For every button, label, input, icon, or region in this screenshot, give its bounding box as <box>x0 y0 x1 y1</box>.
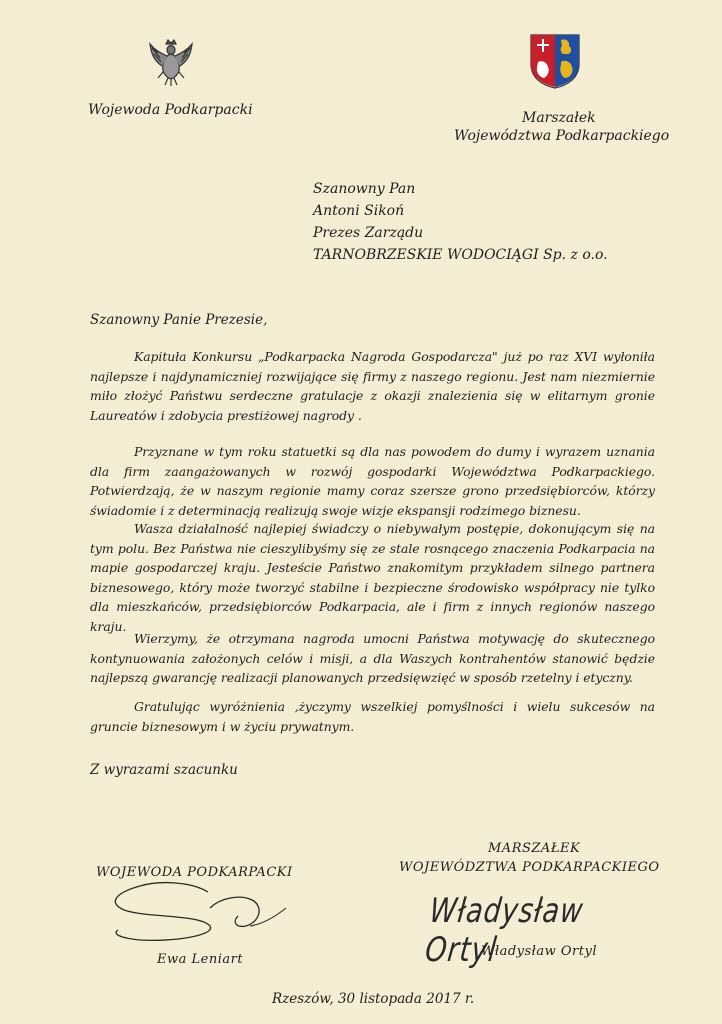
signature-left-title: WOJEWODA PODKARPACKI <box>96 865 293 880</box>
paragraph-3: Wasza działalność najlepiej świadczy o niebywałym postępie, dokonującym się na tym polu. Bez Państwa nie cieszylibyśmy się ze stale rosnącego znaczenia Podkarpacia na mapie gospodarczej kraju. Jesteście Państwo znakomitym przykładem silnego partnera biznesowego, który może tworzyć stabilne i bezpieczne środowisko współpracy nie tylko dla mieszkańców, przedsiębiorców Podkarpacia, ale i firm z innych regionów naszego kraju. <box>90 521 655 634</box>
paragraph-1: Kapituła Konkursu „Podkarpacka Nagroda Gospodarcza" już po raz XVI wyłoniła najlepsze i najdynamiczniej rozwijające się firmy z naszego regionu. Jest nam niezmiernie miło złożyć Państwu serdeczne gratulacje z okazji znalezienia się w elitarnym gronie Laureatów i zdobycia prestiżowej nagrody . <box>90 349 655 423</box>
polish-eagle-emblem-icon <box>148 38 194 88</box>
signature-right-title-line2: WOJEWÓDZTWA PODKARPACKIEGO <box>399 860 660 875</box>
right-handwritten-signature: Władysław Ortyl <box>423 892 586 970</box>
paragraph-5: Gratulując wyróżnienia ,życzymy wszelkiej pomyślności i wielu sukcesów na gruncie biznesowym i w życiu prywatnym. <box>90 699 655 734</box>
paragraph-2: Przyznane w tym roku statuetki są dla nas powodem do dumy i wyrazem uznania dla firm zaangażowanych w rozwój gospodarki Województwa Podkarpackiego. Potwierdzają, że w naszym regionie mamy coraz szersze grono przedsiębiorców, którzy świadomie i z determinacją realizują swoje wizje ekspansji rodzimego biznesu. <box>90 444 655 518</box>
paragraph-4: Wierzymy, że otrzymana nagroda umocni Państwa motywację do skutecznego kontynuowania założonych celów i misji, a dla Waszych kontrahentów stanowić będzie najlepszą gwarancję realizacji planowanych przedsięwzięć w sposób rzetelny i etyczny. <box>90 631 655 686</box>
recipient-line4: TARNOBRZESKIE WODOCIĄGI Sp. z o.o. <box>313 247 608 263</box>
podkarpackie-coat-of-arms-icon <box>528 32 582 90</box>
header-left-title: Wojewoda Podkarpacki <box>88 102 253 118</box>
salutation: Szanowny Panie Prezesie, <box>90 312 268 328</box>
closing: Z wyrazami szacunku <box>90 762 238 778</box>
recipient-line1: Szanowny Pan <box>313 181 416 197</box>
signature-left-name: Ewa Leniart <box>157 952 244 967</box>
left-handwritten-signature <box>100 878 300 948</box>
place-date: Rzeszów, 30 listopada 2017 r. <box>272 991 475 1007</box>
recipient-line3: Prezes Zarządu <box>313 225 424 241</box>
header-right-title-line1: Marszałek <box>522 110 596 126</box>
recipient-line2: Antoni Sikoń <box>313 203 405 219</box>
header-right-title-line2: Województwa Podkarpackiego <box>454 128 670 144</box>
signature-right-title-line1: MARSZAŁEK <box>488 841 581 856</box>
signature-right-name: Władysław Ortyl <box>481 944 597 959</box>
